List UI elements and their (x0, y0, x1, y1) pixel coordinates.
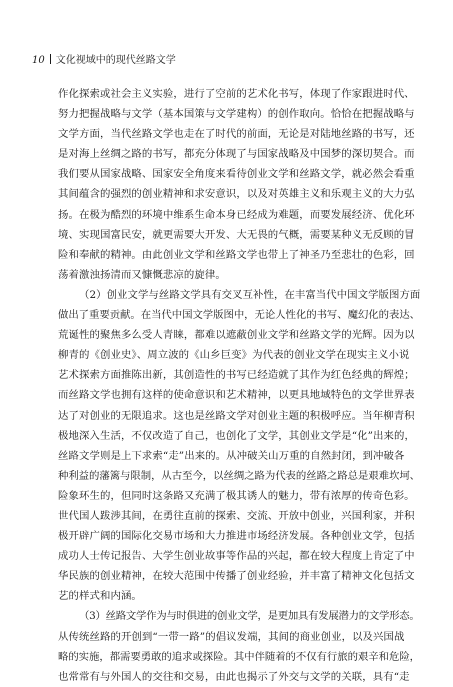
text-line: 达了对创业的无限追求。这也是丝路文学对创业主题的积极呼应。当年柳青积 (58, 409, 415, 422)
text-line: 柳青的《创业史》、周立波的《山乡巨变》为代表的创业文学在现实主义小说 (58, 349, 410, 362)
text-line: 略的实施，都需要勇敢的追求或探险。其中伴随着的不仅有行旅的艰辛和危险， (58, 650, 420, 663)
text-line: 华民族的创业精神，在较大范围中传播了创业经验，并丰富了精神文化包括文 (58, 570, 415, 583)
text-line: 种利益的藩篱与限制，从古至今，以丝绸之路为代表的丝路之路总是艰难坎坷、 (58, 469, 420, 482)
text-line: 从传统丝路的开创到“一带一路”的倡议发端，其间的商业创业，以及兴国战 (58, 630, 405, 643)
text-line: 扬。在极为酷烈的环境中维系生命本身已经成为难题，而要发展经济、优化环 (58, 208, 415, 221)
text-line: 极地深入生活，不仅改造了自己，也创化了文学，其创业文学是“化”出来的， (58, 429, 416, 442)
text-line: 也常常有与外国人的交往和交易，由此也揭示了外交与文学的关联，具有“走 (58, 670, 410, 683)
text-line: 境、实现国富民安，就更需要大开发、大无畏的气概，需要某种义无反顾的冒 (58, 228, 415, 241)
book-title: 文化视域中的现代丝路文学 (55, 55, 176, 66)
text-line: 做出了重要贡献。在当代中国文学版图中，无论人性化的书写、魔幻化的表达、 (58, 309, 420, 322)
text-line: （2）创业文学与丝路文学具有交叉互补性，在丰富当代中国文学版图方面 (79, 288, 420, 301)
header-divider (50, 54, 51, 64)
text-line: 而丝路文学也拥有这样的使命意识和艺术精神，以更具地域特色的文学世界表 (58, 389, 415, 402)
running-header (32, 54, 176, 67)
text-line: 努力把握战略与文学（基本国策与文学建构）的创作取向。恰恰在把握战略与 (58, 108, 415, 121)
text-line: （3）丝路文学作为与时俱进的创业文学，是更加具有发展潜力的文学形态。 (79, 610, 420, 623)
text-line: 其间蕴含的强烈的创业精神和求安意识，以及对英雄主义和乐观主义的大力弘 (58, 188, 415, 201)
text-line: 我们要从国家战略、国家安全角度来看待创业文学和丝路文学，就必然会看重 (58, 168, 415, 181)
page-number: 10 (32, 55, 45, 66)
text-line: 是对海上丝绸之路的书写，都充分体现了与国家战略及中国梦的深切契合。而 (58, 148, 415, 161)
text-line: 艺术探索方面推陈出新，其创造性的书写已经造就了其作为红色经典的辉煌； (58, 369, 415, 382)
text-line: 世代国人跋涉其间，在勇往直前的探索、交流、开放中创业，兴国利家，并积 (58, 509, 415, 522)
text-line: 作化探索或社会主义实验，进行了空前的艺术化书写，体现了作家跟进时代、 (58, 88, 415, 100)
text-line: 文学方面，当代丝路文学也走在了时代的前面，无论是对陆地丝路的书写，还 (58, 128, 415, 141)
text-line: 荡着激浊扬清而又慷慨悲凉的旋律。 (58, 268, 226, 281)
body-text (58, 84, 420, 687)
text-line: 极开辟广阔的国际化交易市场和大力推进市场经济发展。各种创业文学，包括 (58, 530, 415, 543)
text-line: 荒诞性的聚焦多么受人青睐，都难以遮蔽创业文学和丝路文学的光辉。因为以 (58, 329, 415, 342)
text-line: 丝路文学则是上下求索“走”出来的。从冲破关山万重的自然封闭，到冲破各 (58, 449, 405, 462)
text-line: 险象环生的，但同时这条路又充满了极其诱人的魅力，带有浓厚的传奇色彩。 (58, 489, 415, 502)
text-line: 艺的样式和内涵。 (58, 590, 142, 603)
text-line: 险和奉献的精神。由此创业文学和丝路文学也带上了神圣乃至悲壮的色彩，回 (58, 248, 415, 261)
text-line: 成功人士传记报告、大学生创业故事等作品的兴起，都在较大程度上肯定了中 (58, 550, 415, 563)
